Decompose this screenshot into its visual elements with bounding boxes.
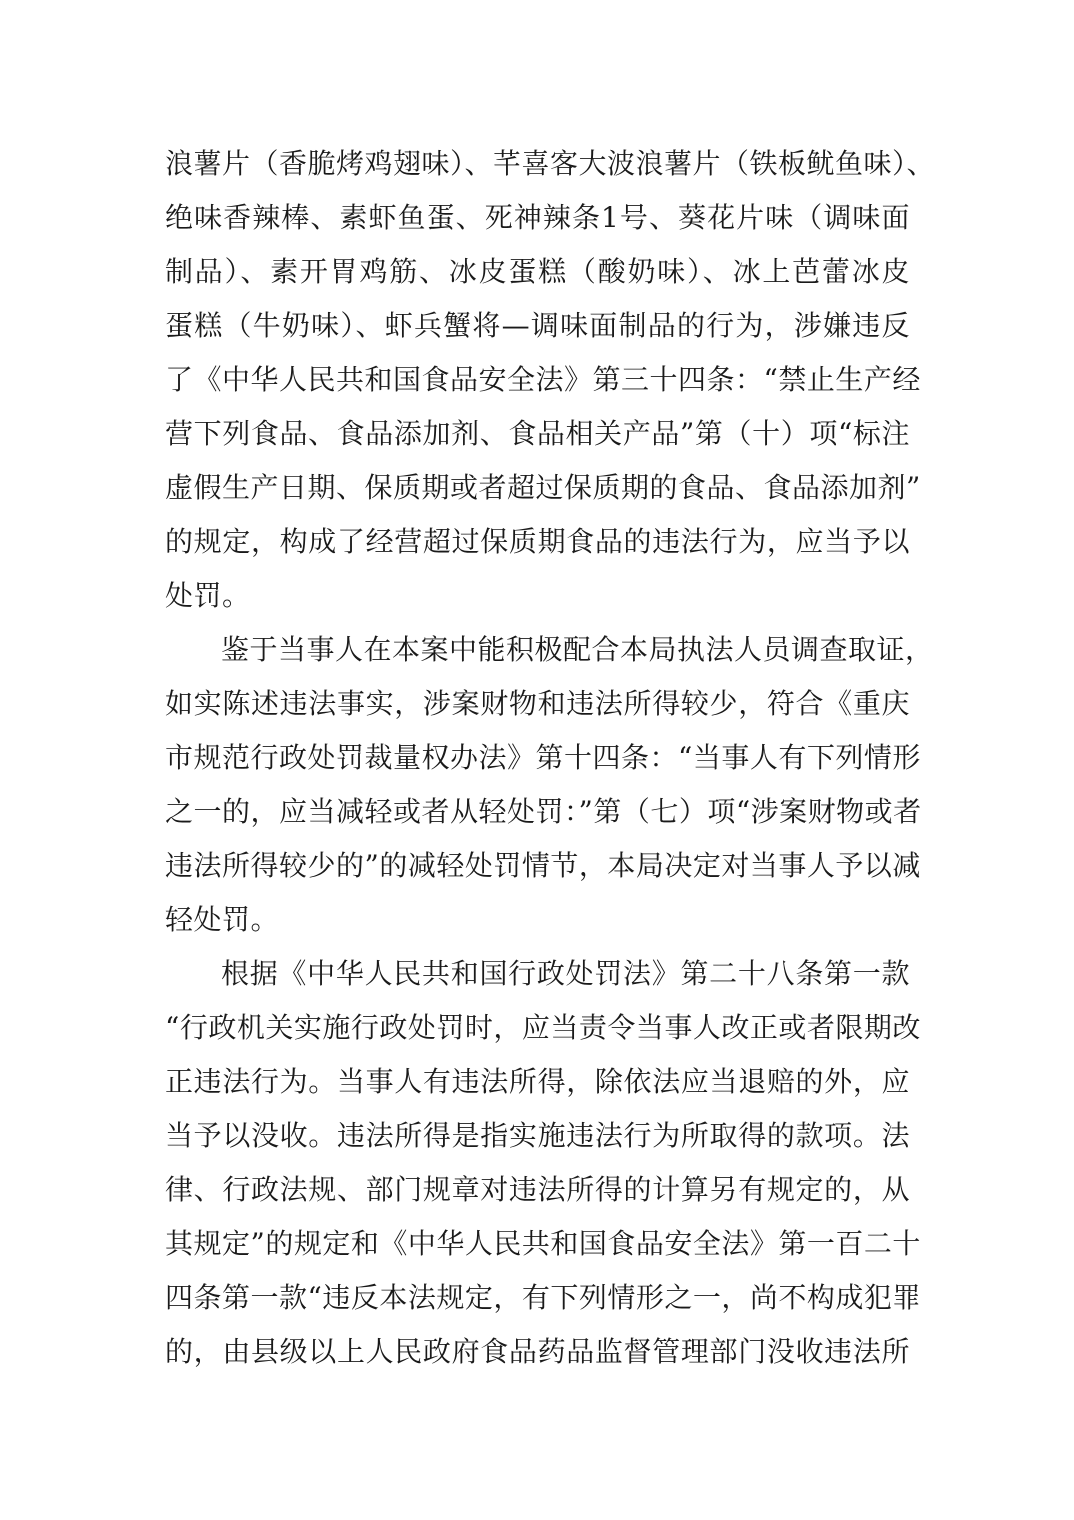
text-line: 市规范行政处罚裁量权办法》第十四条：“当事人有下列情形 bbox=[165, 741, 921, 774]
paragraph-legal-basis bbox=[165, 947, 921, 1379]
text-line: 鉴于当事人在本案中能积极配合本局执法人员调查取证， bbox=[221, 633, 934, 666]
text-line: 的规定，构成了经营超过保质期食品的违法行为，应当予以 bbox=[165, 525, 910, 558]
text-line: 绝味香辣棒、素虾鱼蛋、死神辣条1号、葵花片味（调味面 bbox=[165, 201, 910, 234]
text-line: 的，由县级以上人民政府食品药品监督管理部门没收违法所 bbox=[165, 1335, 910, 1368]
text-line: “行政机关实施行政处罚时，应当责令当事人改正或者限期改 bbox=[165, 1011, 921, 1044]
text-line: 违法所得较少的”的减轻处罚情节，本局决定对当事人予以减 bbox=[165, 849, 921, 882]
text-line: 虚假生产日期、保质期或者超过保质期的食品、食品添加剂” bbox=[165, 471, 921, 504]
paragraph-mitigation bbox=[165, 623, 934, 947]
text-line: 四条第一款“违反本法规定，有下列情形之一，尚不构成犯罪 bbox=[165, 1281, 921, 1314]
text-line: 如实陈述违法事实，涉案财物和违法所得较少，符合《重庆 bbox=[165, 687, 910, 720]
text-line: 处罚。 bbox=[165, 579, 251, 612]
text-line: 浪薯片（香脆烤鸡翅味）、芊喜客大波浪薯片（铁板鱿鱼味）、 bbox=[165, 147, 936, 180]
text-line: 营下列食品、食品添加剂、食品相关产品”第（十）项“标注 bbox=[165, 417, 910, 450]
text-line: 蛋糕（牛奶味）、虾兵蟹将—调味面制品的行为，涉嫌违反 bbox=[165, 309, 910, 342]
text-line: 根据《中华人民共和国行政处罚法》第二十八条第一款 bbox=[221, 957, 910, 990]
text-line: 正违法行为。当事人有违法所得，除依法应当退赔的外，应 bbox=[165, 1065, 910, 1098]
text-line: 其规定”的规定和《中华人民共和国食品安全法》第一百二十 bbox=[165, 1227, 921, 1260]
text-line: 当予以没收。违法所得是指实施违法行为所取得的款项。法 bbox=[165, 1119, 910, 1152]
paragraph-violation bbox=[165, 137, 936, 623]
text-line: 轻处罚。 bbox=[165, 903, 280, 936]
document-body bbox=[165, 137, 936, 1379]
text-line: 之一的，应当减轻或者从轻处罚：”第（七）项“涉案财物或者 bbox=[165, 795, 922, 828]
text-line: 律、行政法规、部门规章对违法所得的计算另有规定的，从 bbox=[165, 1173, 910, 1206]
text-line: 制品）、素开胃鸡筋、冰皮蛋糕（酸奶味）、冰上芭蕾冰皮 bbox=[165, 255, 910, 288]
text-line: 了《中华人民共和国食品安全法》第三十四条：“禁止生产经 bbox=[165, 363, 921, 396]
